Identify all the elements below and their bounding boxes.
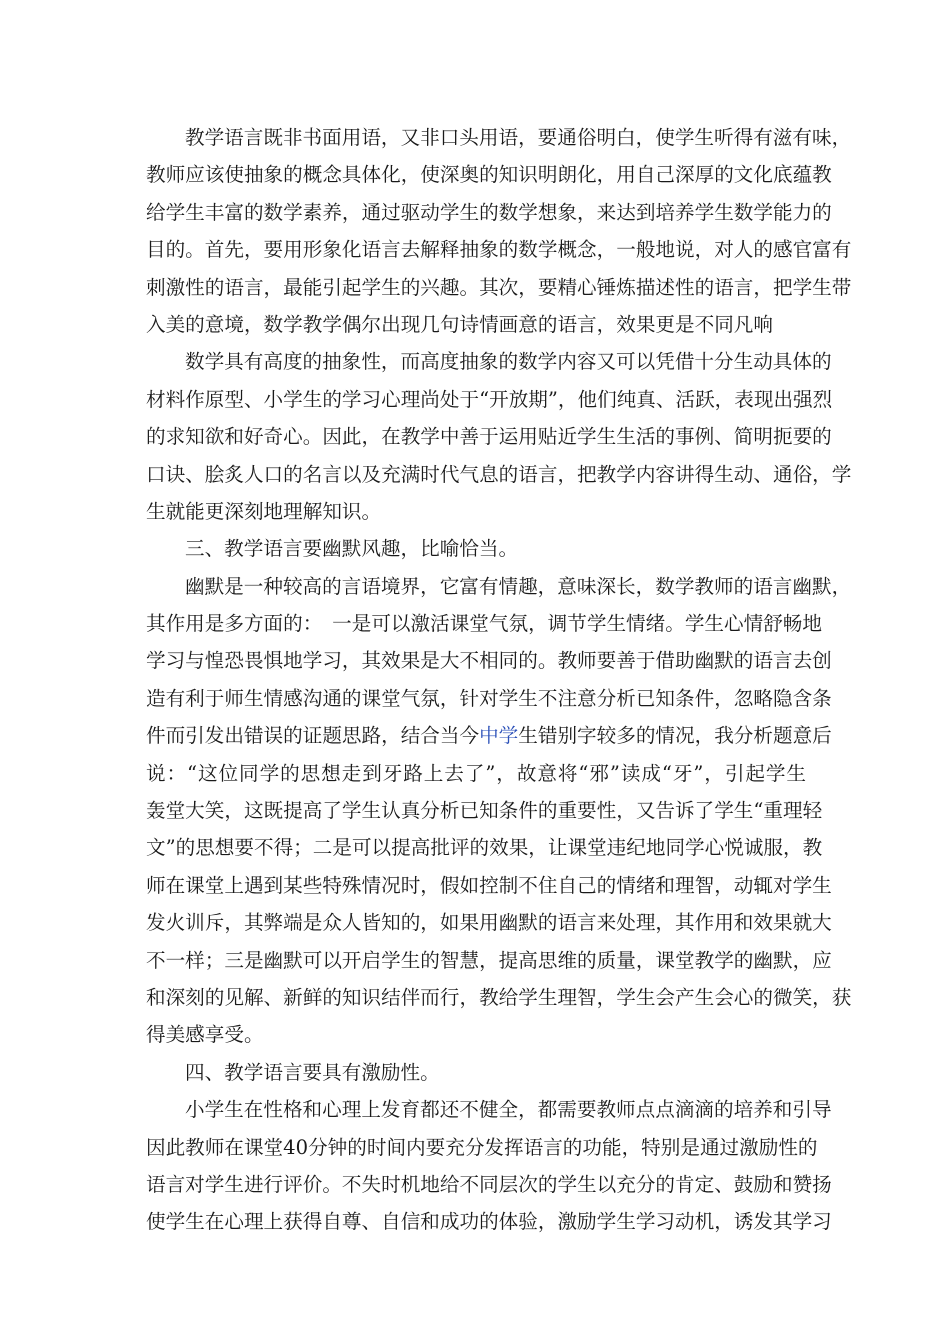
text-line: 教师应该使抽象的概念具体化，使深奥的知识明朗化，用自己深厚的文化底蕴教 xyxy=(146,163,832,187)
text-line: 教学语言既非书面用语，又非口头用语，要通俗明白，使学生听得有滋有味， xyxy=(185,126,852,149)
text-line: 生就能更深刻地理解知识。 xyxy=(146,499,382,523)
text-line: 的求知欲和好奇心。因此，在教学中善于运用贴近学生生活的事例、简明扼要的 xyxy=(146,425,832,449)
text-line: 给学生丰富的数学素养，通过驱动学生的数学想象，来达到培养学生数学能力的 xyxy=(146,200,832,224)
text-line: 小学生在性格和心理上发育都还不健全，都需要教师点点滴滴的培养和引导 xyxy=(185,1098,832,1122)
text-line: 不一样；三是幽默可以开启学生的智慧，提高思维的质量，课堂教学的幽默，应 xyxy=(146,948,832,972)
text-segment: 生错别字较多的情况，我分析题意后 xyxy=(518,724,832,748)
text-line: 入美的意境，数学教学偶尔出现几句诗情画意的语言，效果更是不同凡响 xyxy=(146,312,773,336)
text-line: 因此教师在课堂40分钟的时间内要充分发挥语言的功能，特别是通过激励性的 xyxy=(146,1135,818,1159)
text-line: 说：“这位同学的思想走到牙路上去了”，故意将“邪”读成“牙”，引起学生 xyxy=(146,761,806,785)
text-line: 数学具有高度的抽象性，而高度抽象的数学内容又可以凭借十分生动具体的 xyxy=(185,350,832,374)
text-line: 幽默是一种较高的言语境界，它富有情趣，意味深长，数学教师的语言幽默， xyxy=(185,574,852,598)
text-line: 发火训斥，其弊端是众人皆知的，如果用幽默的语言来处理，其作用和效果就大 xyxy=(146,911,832,935)
text-segment: 件而引发出错误的证题思路，结合当今 xyxy=(146,724,480,748)
section-heading: 三、教学语言要幽默风趣，比喻恰当。 xyxy=(185,537,519,561)
document-body xyxy=(146,119,852,1241)
text-line: 文”的思想要不得；二是可以提高批评的效果，让课堂违纪地同学心悦诚服，教 xyxy=(146,836,823,860)
middle-school-link[interactable]: 中学 xyxy=(479,724,519,748)
text-line: 目的。首先，要用形象化语言去解释抽象的数学概念，一般地说，对人的感官富有 xyxy=(146,238,852,262)
text-line: 得美感享受。 xyxy=(146,1023,264,1047)
text-line: 师在课堂上遇到某些特殊情况时，假如控制不住自己的情绪和理智，动辄对学生 xyxy=(146,873,832,897)
text-line: 其作用是多方面的： 一是可以激活课堂气氛，调节学生情绪。学生心情舒畅地 xyxy=(146,612,822,636)
section-heading: 四、教学语言要具有激励性。 xyxy=(185,1060,440,1084)
text-line: 口诀、脍炙人口的名言以及充满时代气息的语言，把教学内容讲得生动、通俗，学 xyxy=(146,462,852,486)
text-line: 造有利于师生情感沟通的课堂气氛，针对学生不注意分析已知条件，忽略隐含条 xyxy=(146,686,832,710)
text-line: 和深刻的见解、新鲜的知识结伴而行，教给学生理智，学生会产生会心的微笑，获 xyxy=(146,985,852,1009)
text-line xyxy=(146,717,832,754)
text-line: 使学生在心理上获得自尊、自信和成功的体验，激励学生学习动机，诱发其学习 xyxy=(146,1210,832,1234)
text-line: 刺激性的语言，最能引起学生的兴趣。其次，要精心锤炼描述性的语言，把学生带 xyxy=(146,275,852,299)
text-line: 语言对学生进行评价。不失时机地给不同层次的学生以充分的肯定、鼓励和赞扬 xyxy=(146,1172,832,1196)
text-line: 轰堂大笑，这既提高了学生认真分析已知条件的重要性，又告诉了学生“重理轻 xyxy=(146,799,823,823)
text-line: 学习与惶恐畏惧地学习，其效果是大不相同的。教师要善于借助幽默的语言去创 xyxy=(146,649,832,673)
text-line: 材料作原型、小学生的学习心理尚处于“开放期”，他们纯真、活跃，表现出强烈 xyxy=(146,387,833,411)
